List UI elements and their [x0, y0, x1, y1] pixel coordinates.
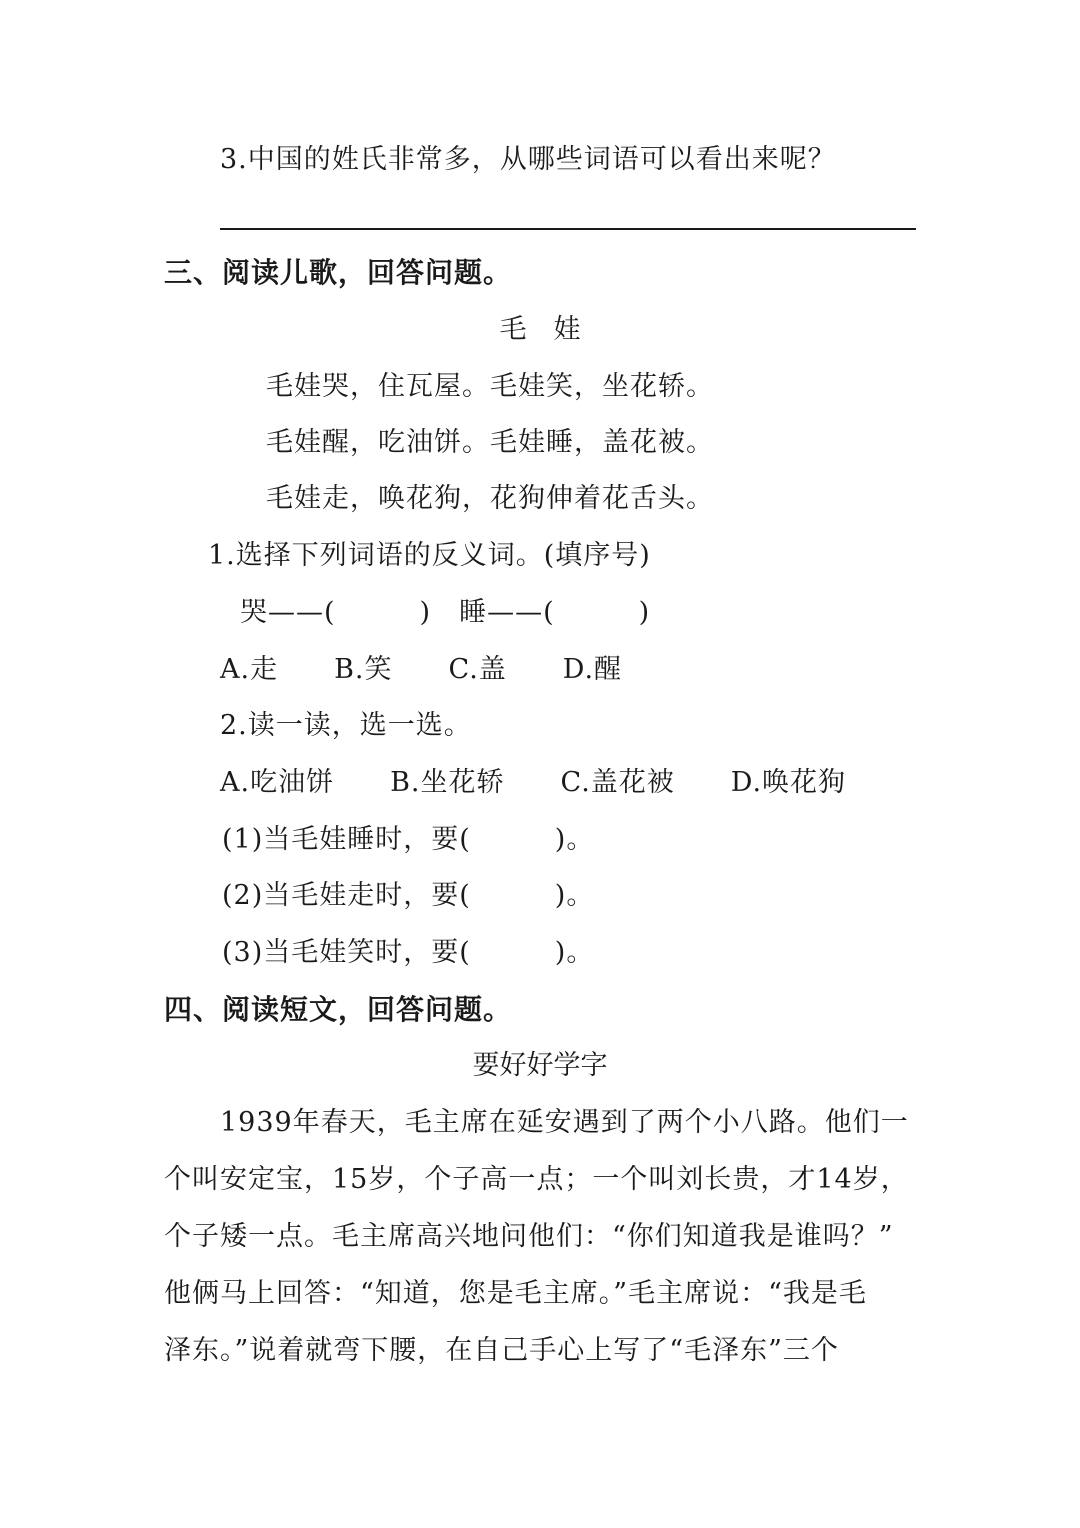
section-4-heading: 四、阅读短文，回答问题。 — [164, 993, 513, 1026]
question-2-options: A.吃油饼 B.坐花轿 C.盖花被 D.唤花狗 — [220, 767, 847, 798]
passage-line: 他俩马上回答：“知道，您是毛主席。”毛主席说：“我是毛 — [164, 1278, 867, 1309]
question-1-options: A.走 B.笑 C.盖 D.醒 — [220, 654, 623, 685]
passage-paragraph — [164, 1094, 924, 1379]
question-2-sub-3[interactable]: (3)当毛娃笑时，要( )。 — [222, 937, 595, 968]
passage-line: 泽东。”说着就弯下腰，在自己手心上写了“毛泽东”三个 — [164, 1335, 839, 1366]
passage-title: 要好好学字 — [472, 1050, 608, 1081]
poem-title: 毛 娃 — [499, 314, 581, 345]
question-3: 3.中国的姓氏非常多，从哪些词语可以看出来呢？ — [220, 144, 836, 175]
passage-line: 1939年春天，毛主席在延安遇到了两个小八路。他们一 — [164, 1107, 909, 1138]
question-1-prompt: 1.选择下列词语的反义词。(填序号) — [208, 540, 651, 571]
question-2-prompt: 2.读一读，选一选。 — [220, 710, 472, 741]
passage-line: 个子矮一点。毛主席高兴地问他们：“你们知道我是谁吗？” — [164, 1221, 894, 1252]
answer-line[interactable] — [220, 228, 916, 230]
question-2-sub-2[interactable]: (2)当毛娃走时，要( )。 — [222, 880, 595, 911]
poem-line: 毛娃走，唤花狗，花狗伸着花舌头。 — [266, 483, 714, 514]
poem-line: 毛娃哭，住瓦屋。毛娃笑，坐花轿。 — [266, 371, 714, 402]
antonym-blanks[interactable]: 哭——( ) 睡——( ) — [240, 597, 651, 628]
section-3-heading: 三、阅读儿歌，回答问题。 — [164, 256, 513, 289]
passage-line: 个叫安定宝，15岁，个子高一点；一个叫刘长贵，才14岁， — [164, 1164, 909, 1195]
question-2-sub-1[interactable]: (1)当毛娃睡时，要( )。 — [222, 824, 595, 855]
poem-line: 毛娃醒，吃油饼。毛娃睡，盖花被。 — [266, 427, 714, 458]
